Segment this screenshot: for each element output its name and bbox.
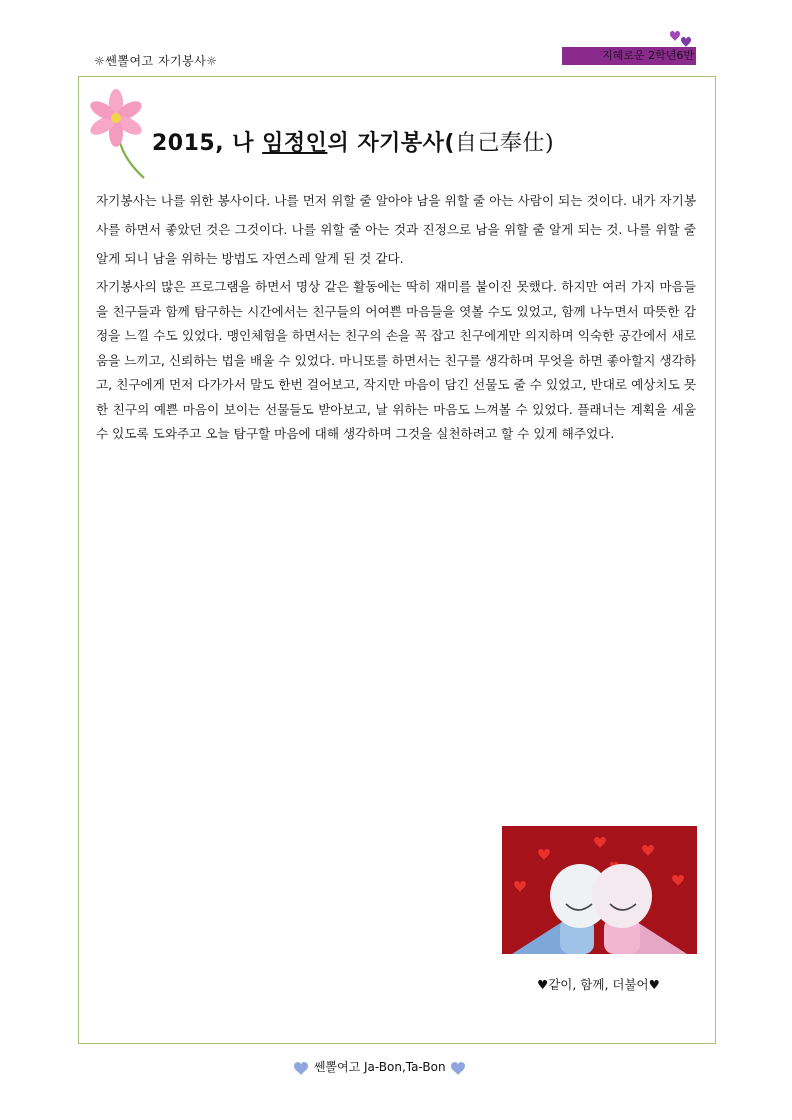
page-footer [292, 1058, 467, 1075]
title-close: ) [544, 131, 555, 156]
footer-text: 쎈뽈여고 Ja-Bon,Ta-Bon [313, 1060, 446, 1074]
title-suffix: 의 자기봉사( [327, 131, 455, 156]
paragraph-2: 자기봉사의 많은 프로그램을 하면서 명상 같은 활동에는 딱히 재미를 붙이진 못했다. 하지만 여러 가지 마음들을 친구들과 함께 탐구하는 시간에서는 친구들의 어여쁜 마음들을 엿볼 수도 있었고, 함께 나누면서 따뜻한 감정을 느낄 수도 있었다. 맹인체험을 하면서는 친구의 손을 꼭 잡고 친구에게만 의지하며 익숙한 공간에서 새로움을 느끼고, 신뢰하는 법을 배울 수 있었다. 마니또를 하면서는 친구를 생각하며 무엇을 하면 좋아할지 생각하고, 친구에게 먼저 다가가서 말도 한번 걸어보고, 작지만 마음이 담긴 선물도 줄 수 있었고, 반대로 예상치도 못한 친구의 예쁜 마음이 보이는 선물들도 받아보고, 날 위하는 마음도 느껴볼 수 있었다. 플래너는 계획을 세울 수 있도록 도와주고 오늘 탐구할 마음에 대해 생각하며 그것을 실천하려고 할 수 있게 해주었다. [96, 279, 696, 441]
footer-heart-icon [449, 1061, 467, 1075]
title-name: 임정인 [262, 131, 328, 156]
picture-caption: ♥같이, 함께, 더불어♥ [537, 977, 660, 992]
title-prefix: 2015, 나 [152, 131, 263, 156]
footer-heart-icon [292, 1061, 310, 1075]
flower-icon [88, 88, 152, 184]
header-class-label [562, 47, 696, 65]
title-hanja: 自己奉仕 [454, 131, 545, 156]
header-right-text: 지혜로운 2학년6반 [602, 49, 694, 62]
page-title [152, 126, 554, 157]
header-left-text: ☼쎈뽈여고 자기봉사☼ [94, 54, 218, 68]
essay-body [96, 186, 696, 447]
paragraph-1: 자기봉사는 나를 위한 봉사이다. 나를 먼저 위할 줄 알아야 남을 위할 줄 아는 사람이 되는 것이다. 내가 자기봉사를 하면서 좋았던 것은 그것이다. 나를 위할 줄 아는 것과 진정으로 남을 위할 줄 알게 되는 것. 나를 위할 줄 알게 되니 남을 위하는 방법도 자연스레 알게 된 것 같다. [96, 193, 696, 266]
friends-illustration [502, 826, 697, 954]
